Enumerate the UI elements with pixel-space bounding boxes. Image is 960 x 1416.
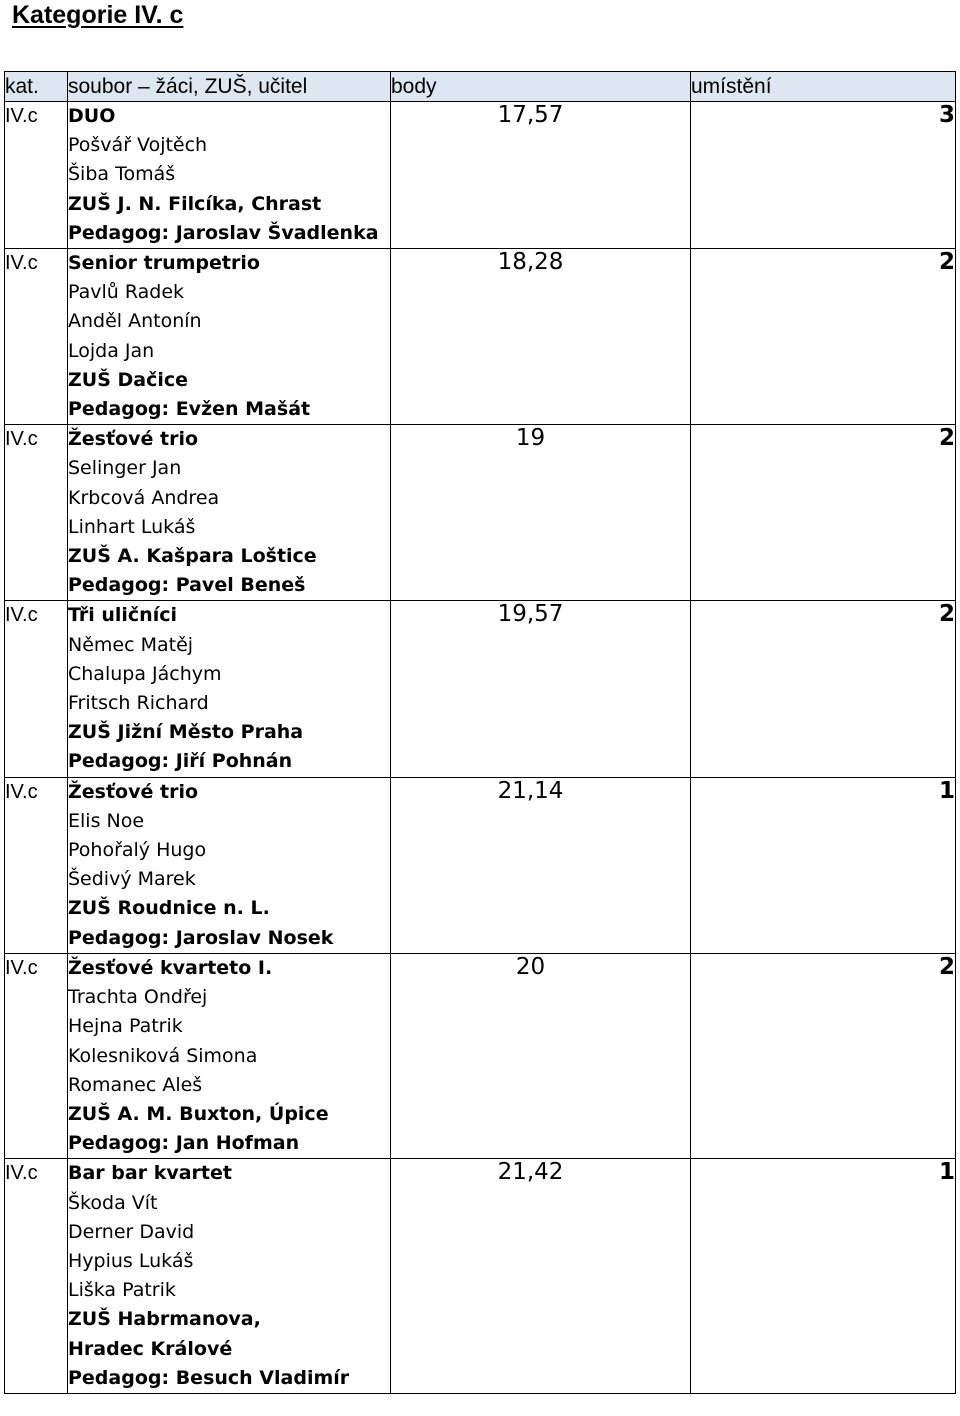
- ensemble-name: Tři uličníci: [68, 604, 177, 627]
- score-value: 19,57: [497, 601, 564, 628]
- member-name: Šedivý Marek: [68, 868, 196, 891]
- member-name: Šiba Tomáš: [68, 163, 176, 186]
- member-name: Romanec Aleš: [68, 1073, 203, 1096]
- member-name: Selinger Jan: [68, 457, 182, 480]
- category-cell: IV.c: [5, 425, 68, 601]
- member-name: Kolesniková Simona: [68, 1044, 258, 1067]
- teacher-name: Pedagog: Jiří Pohnán: [68, 750, 293, 773]
- score-value: 19: [515, 425, 546, 452]
- placement-cell: 2: [691, 953, 956, 1158]
- ensemble-cell: [68, 249, 391, 425]
- category-cell: IV.c: [5, 777, 68, 953]
- teacher-name: Pedagog: Pavel Beneš: [68, 574, 306, 597]
- column-header-kat: kat.: [5, 72, 68, 102]
- member-name: Němec Matěj: [68, 633, 194, 656]
- member-name: Pohořalý Hugo: [68, 839, 207, 862]
- category-cell: IV.c: [5, 953, 68, 1158]
- category-cell: IV.c: [5, 601, 68, 777]
- teacher-name: Pedagog: Evžen Mašát: [68, 398, 311, 421]
- school-name: ZUŠ A. Kašpara Loštice: [68, 545, 317, 568]
- score-cell: [391, 249, 691, 425]
- score-value: 18,28: [497, 249, 564, 276]
- results-table: [4, 71, 956, 1394]
- teacher-name: Pedagog: Jaroslav Švadlenka: [68, 221, 379, 244]
- score-cell: [391, 102, 691, 249]
- table-row: [5, 1159, 956, 1394]
- ensemble-cell: [68, 425, 391, 601]
- teacher-name: Pedagog: Besuch Vladimír: [68, 1366, 350, 1389]
- page-title: Kategorie IV. c: [12, 1, 184, 29]
- column-header-body: body: [391, 72, 691, 102]
- placement-cell: 1: [691, 777, 956, 953]
- table-row: [5, 102, 956, 249]
- category-cell: IV.c: [5, 102, 68, 249]
- member-name: Krbcová Andrea: [68, 486, 220, 509]
- member-name: Fritsch Richard: [68, 692, 209, 715]
- score-value: 20: [515, 953, 546, 980]
- member-name: Hypius Lukáš: [68, 1249, 194, 1272]
- ensemble-name: Bar bar kvartet: [68, 1162, 232, 1185]
- column-header-soubor: soubor – žáci, ZUŠ, učitel: [68, 72, 391, 102]
- placement-cell: 3: [691, 102, 956, 249]
- ensemble-cell: [68, 953, 391, 1158]
- ensemble-cell: [68, 601, 391, 777]
- member-name: Škoda Vít: [68, 1191, 158, 1214]
- score-cell: [391, 601, 691, 777]
- member-name: Elis Noe: [68, 809, 145, 832]
- member-name: Lojda Jan: [68, 339, 155, 362]
- member-name: Anděl Antonín: [68, 310, 202, 333]
- score-cell: [391, 1159, 691, 1394]
- school-name: ZUŠ A. M. Buxton, Úpice: [68, 1102, 329, 1125]
- school-name: Hradec Králové: [68, 1337, 233, 1360]
- member-name: Derner David: [68, 1220, 195, 1243]
- score-cell: [391, 425, 691, 601]
- ensemble-name: Žesťové kvarteto I.: [68, 956, 273, 979]
- table-row: [5, 425, 956, 601]
- member-name: Pošvář Vojtěch: [68, 134, 208, 157]
- placement-cell: 1: [691, 1159, 956, 1394]
- ensemble-cell: [68, 102, 391, 249]
- ensemble-name: Senior trumpetrio: [68, 252, 260, 275]
- table-header-row: [5, 72, 956, 102]
- placement-cell: 2: [691, 425, 956, 601]
- ensemble-name: Žesťové trio: [68, 428, 199, 451]
- ensemble-cell: [68, 777, 391, 953]
- table-row: [5, 777, 956, 953]
- school-name: ZUŠ J. N. Filcíka, Chrast: [68, 192, 322, 215]
- school-name: ZUŠ Jižní Město Praha: [68, 721, 304, 744]
- score-value: 17,57: [497, 102, 564, 128]
- teacher-name: Pedagog: Jaroslav Nosek: [68, 926, 334, 949]
- column-header-umisteni: umístění: [691, 72, 956, 102]
- member-name: Pavlů Radek: [68, 281, 185, 304]
- category-cell: IV.c: [5, 249, 68, 425]
- table-row: [5, 953, 956, 1158]
- placement-cell: 2: [691, 601, 956, 777]
- school-name: ZUŠ Dačice: [68, 368, 189, 391]
- teacher-name: Pedagog: Jan Hofman: [68, 1132, 300, 1155]
- school-name: ZUŠ Roudnice n. L.: [68, 897, 270, 920]
- table-row: [5, 601, 956, 777]
- member-name: Liška Patrik: [68, 1279, 176, 1302]
- school-name: ZUŠ Habrmanova,: [68, 1308, 261, 1331]
- ensemble-name: DUO: [68, 105, 116, 127]
- score-cell: [391, 953, 691, 1158]
- category-cell: IV.c: [5, 1159, 68, 1394]
- ensemble-cell: [68, 1159, 391, 1394]
- ensemble-name: Žesťové trio: [68, 780, 199, 803]
- member-name: Chalupa Jáchym: [68, 662, 222, 685]
- score-value: 21,42: [497, 1159, 564, 1186]
- table-row: [5, 249, 956, 425]
- score-value: 21,14: [497, 777, 564, 804]
- placement-cell: 2: [691, 249, 956, 425]
- score-cell: [391, 777, 691, 953]
- member-name: Trachta Ondřej: [68, 986, 208, 1009]
- member-name: Hejna Patrik: [68, 1015, 183, 1038]
- member-name: Linhart Lukáš: [68, 515, 196, 538]
